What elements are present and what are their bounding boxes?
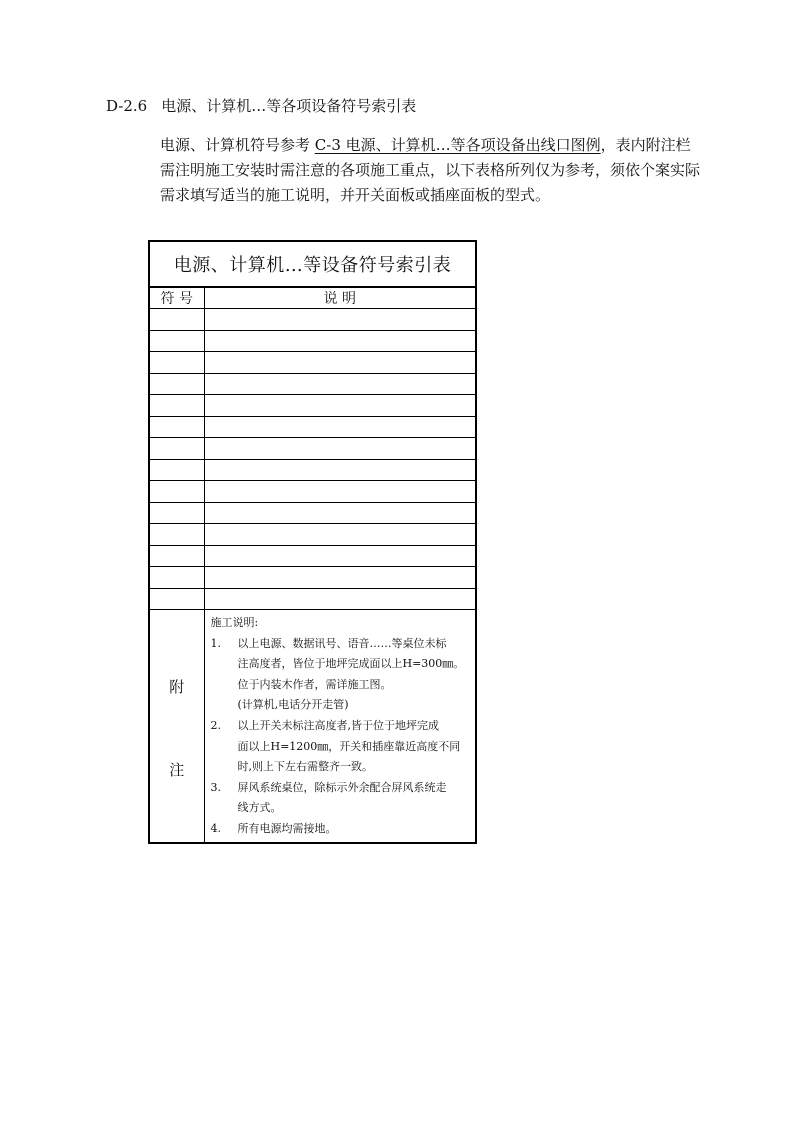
note-number: 3.	[210, 780, 221, 794]
notes-label-cell	[149, 610, 204, 843]
note-text	[238, 634, 472, 716]
symbol-cell	[149, 373, 204, 395]
description-cell	[204, 459, 476, 481]
note-item	[211, 819, 472, 840]
intro-line-3: 需求填写适当的施工说明，并开关面板或插座面板的型式。	[160, 186, 551, 204]
note-item	[211, 716, 472, 778]
note-line: 所有电源均需接地。	[237, 821, 337, 835]
note-line: 注高度者，皆位于地坪完成面以上H=300㎜。	[237, 657, 465, 671]
notes-body	[204, 610, 476, 843]
symbol-cell	[149, 416, 204, 438]
notes-label-1: 附	[169, 677, 185, 696]
description-cell	[204, 309, 476, 331]
table-row	[149, 395, 476, 417]
description-cell	[204, 395, 476, 417]
intro-line-1	[160, 133, 740, 158]
description-cell	[204, 416, 476, 438]
note-number: 1.	[210, 636, 221, 650]
table-row	[149, 588, 476, 610]
table-row	[149, 373, 476, 395]
table-title: 电源、计算机…等设备符号索引表	[149, 241, 476, 287]
description-cell	[204, 588, 476, 610]
description-cell	[204, 373, 476, 395]
note-line: 以上电源、数据讯号、语音……等桌位未标	[237, 636, 447, 650]
table-row	[149, 524, 476, 546]
table-row	[149, 545, 476, 567]
table-row	[149, 309, 476, 331]
table-row	[149, 416, 476, 438]
column-header-symbol: 符 号	[149, 287, 204, 309]
description-cell	[204, 502, 476, 524]
note-line: 位于内装木作者，需详施工图。	[237, 677, 392, 691]
column-header-description: 说 明	[204, 287, 476, 309]
symbol-cell	[149, 567, 204, 589]
description-cell	[204, 352, 476, 374]
notes-title: 施工说明:	[210, 616, 259, 629]
note-line: 线方式。	[237, 801, 282, 815]
note-line: 以上开关未标注高度者,皆于位于地坪完成	[237, 718, 439, 732]
note-text	[238, 819, 472, 840]
symbol-cell	[149, 330, 204, 352]
note-number: 4.	[210, 821, 221, 835]
symbol-cell	[149, 309, 204, 331]
blank-rows	[149, 309, 476, 610]
note-line: 时,则上下左右需整齐一致。	[237, 760, 373, 774]
table-row	[149, 502, 476, 524]
section-heading	[106, 95, 416, 116]
table-row	[149, 330, 476, 352]
table-row	[149, 438, 476, 460]
description-cell	[204, 567, 476, 589]
table-row	[149, 459, 476, 481]
note-text	[238, 716, 472, 778]
symbol-index-table	[148, 240, 477, 844]
note-line: 面以上H=1200㎜，开关和插座靠近高度不同	[237, 739, 461, 753]
symbol-cell	[149, 438, 204, 460]
symbol-cell	[149, 588, 204, 610]
note-item	[211, 634, 472, 716]
description-cell	[204, 545, 476, 567]
note-line: 屏风系统桌位，除标示外余配合屏风系统走	[237, 780, 447, 794]
note-line: (计算机,电话分开走管)	[237, 698, 349, 712]
notes-label-2: 注	[169, 760, 185, 779]
symbol-cell	[149, 545, 204, 567]
intro-line-2: 需注明施工安装时需注意的各项施工重点，以下表格所列仅为参考，须依个案实际	[160, 161, 701, 179]
description-cell	[204, 330, 476, 352]
intro-paragraph	[160, 133, 740, 208]
table-header-row	[149, 287, 476, 309]
description-cell	[204, 524, 476, 546]
symbol-cell	[149, 395, 204, 417]
notes-list	[211, 634, 472, 840]
table-row	[149, 481, 476, 503]
table-row	[149, 352, 476, 374]
symbol-cell	[149, 352, 204, 374]
note-item	[211, 778, 472, 819]
description-cell	[204, 481, 476, 503]
symbol-cell	[149, 459, 204, 481]
symbol-cell	[149, 481, 204, 503]
section-title: 电源、计算机…等各项设备符号索引表	[161, 97, 417, 115]
intro-reference: C-3 电源、计算机…等各项设备出线口图例	[314, 136, 601, 154]
table-row	[149, 567, 476, 589]
symbol-cell	[149, 524, 204, 546]
section-number: D-2.6	[106, 97, 148, 115]
notes-row	[149, 610, 476, 843]
symbol-cell	[149, 502, 204, 524]
note-number: 2.	[210, 718, 221, 732]
intro-line-1-prefix: 电源、计算机符号参考	[160, 136, 315, 154]
note-text	[238, 778, 472, 819]
intro-line-1-suffix: ，表内附注栏	[600, 136, 691, 154]
description-cell	[204, 438, 476, 460]
